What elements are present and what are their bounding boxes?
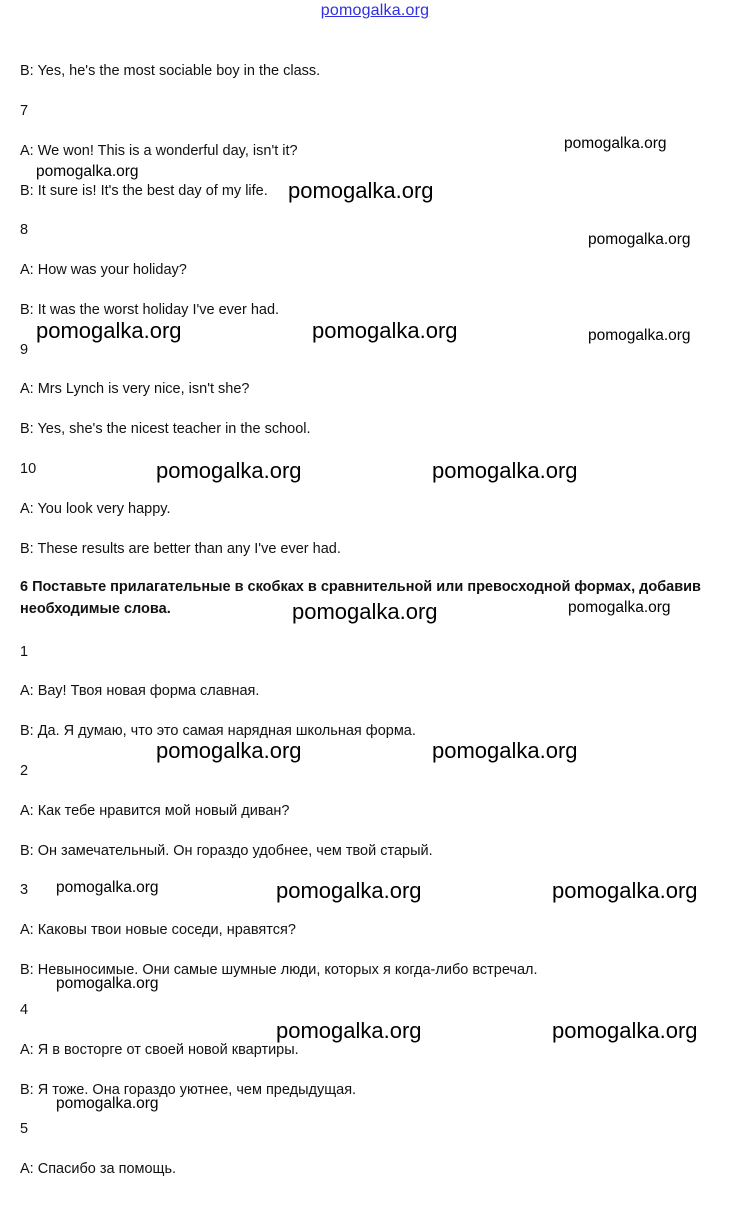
header-watermark-link[interactable]: pomogalka.org (320, 2, 430, 19)
dialogue-line: B: Он замечательный. Он гораздо удобнее, чем твой старый. (20, 843, 433, 859)
watermark: pomogalka.org (588, 327, 691, 344)
dialogue-line: A: Вау! Твоя новая форма славная. (20, 683, 260, 699)
watermark: pomogalka.org (432, 458, 578, 483)
dialogue-line: B: It sure is! It's the best day of my life. (20, 183, 268, 199)
item-number: 1 (20, 644, 29, 660)
watermark: pomogalka.org (552, 1018, 698, 1043)
watermark: pomogalka.org (312, 318, 458, 343)
exercise-heading: 6 Поставьте прилагательные в скобках в сравнительной или превосходной формах, добавив необходимые слова. (20, 579, 701, 617)
dialogue-line: B: Я тоже. Она гораздо уютнее, чем предыдущая. (20, 1082, 357, 1098)
watermark: pomogalka.org (288, 178, 434, 203)
dialogue-line: B: These results are better than any I've ever had. (20, 541, 341, 557)
watermark: pomogalka.org (276, 1018, 422, 1043)
watermark: pomogalka.org (56, 975, 159, 992)
dialogue-line: B: Yes, he's the most sociable boy in the class. (20, 63, 321, 79)
watermark: pomogalka.org (156, 738, 302, 763)
dialogue-line: A: Mrs Lynch is very nice, isn't she? (20, 381, 250, 397)
watermark: pomogalka.org (56, 879, 159, 896)
watermark: pomogalka.org (36, 163, 139, 180)
watermark: pomogalka.org (56, 1095, 159, 1112)
watermark: pomogalka.org (292, 599, 438, 624)
dialogue-line: A: Спасибо за помощь. (20, 1161, 177, 1177)
item-number: 2 (20, 763, 29, 779)
dialogue-line: A: We won! This is a wonderful day, isn't it? (20, 143, 298, 159)
item-number: 4 (20, 1002, 29, 1018)
watermark: pomogalka.org (156, 458, 302, 483)
dialogue-line: A: You look very happy. (20, 501, 171, 517)
watermark: pomogalka.org (276, 878, 422, 903)
dialogue-line: A: How was your holiday? (20, 262, 187, 278)
dialogue-line: B: It was the worst holiday I've ever had. (20, 302, 280, 318)
watermark: pomogalka.org (564, 135, 667, 152)
item-number: 5 (20, 1121, 29, 1137)
dialogue-line: B: Yes, she's the nicest teacher in the school. (20, 421, 311, 437)
watermark: pomogalka.org (568, 599, 671, 616)
dialogue-line: A: Как тебе нравится мой новый диван? (20, 803, 290, 819)
dialogue-line: A: Я в восторге от своей новой квартиры. (20, 1042, 299, 1058)
dialogue-line: B: Невыносимые. Они самые шумные люди, которых я когда-либо встречал. (20, 962, 538, 978)
item-number: 10 (20, 461, 37, 477)
watermark: pomogalka.org (552, 878, 698, 903)
item-number: 8 (20, 222, 29, 238)
item-number: 7 (20, 103, 29, 119)
dialogue-line: A: Каковы твои новые соседи, нравятся? (20, 922, 296, 938)
dialogue-line: B: Да. Я думаю, что это самая нарядная школьная форма. (20, 723, 416, 739)
watermark: pomogalka.org (588, 231, 691, 248)
watermark: pomogalka.org (36, 318, 182, 343)
item-number: 3 (20, 882, 29, 898)
item-number: 9 (20, 342, 29, 358)
watermark: pomogalka.org (432, 738, 578, 763)
